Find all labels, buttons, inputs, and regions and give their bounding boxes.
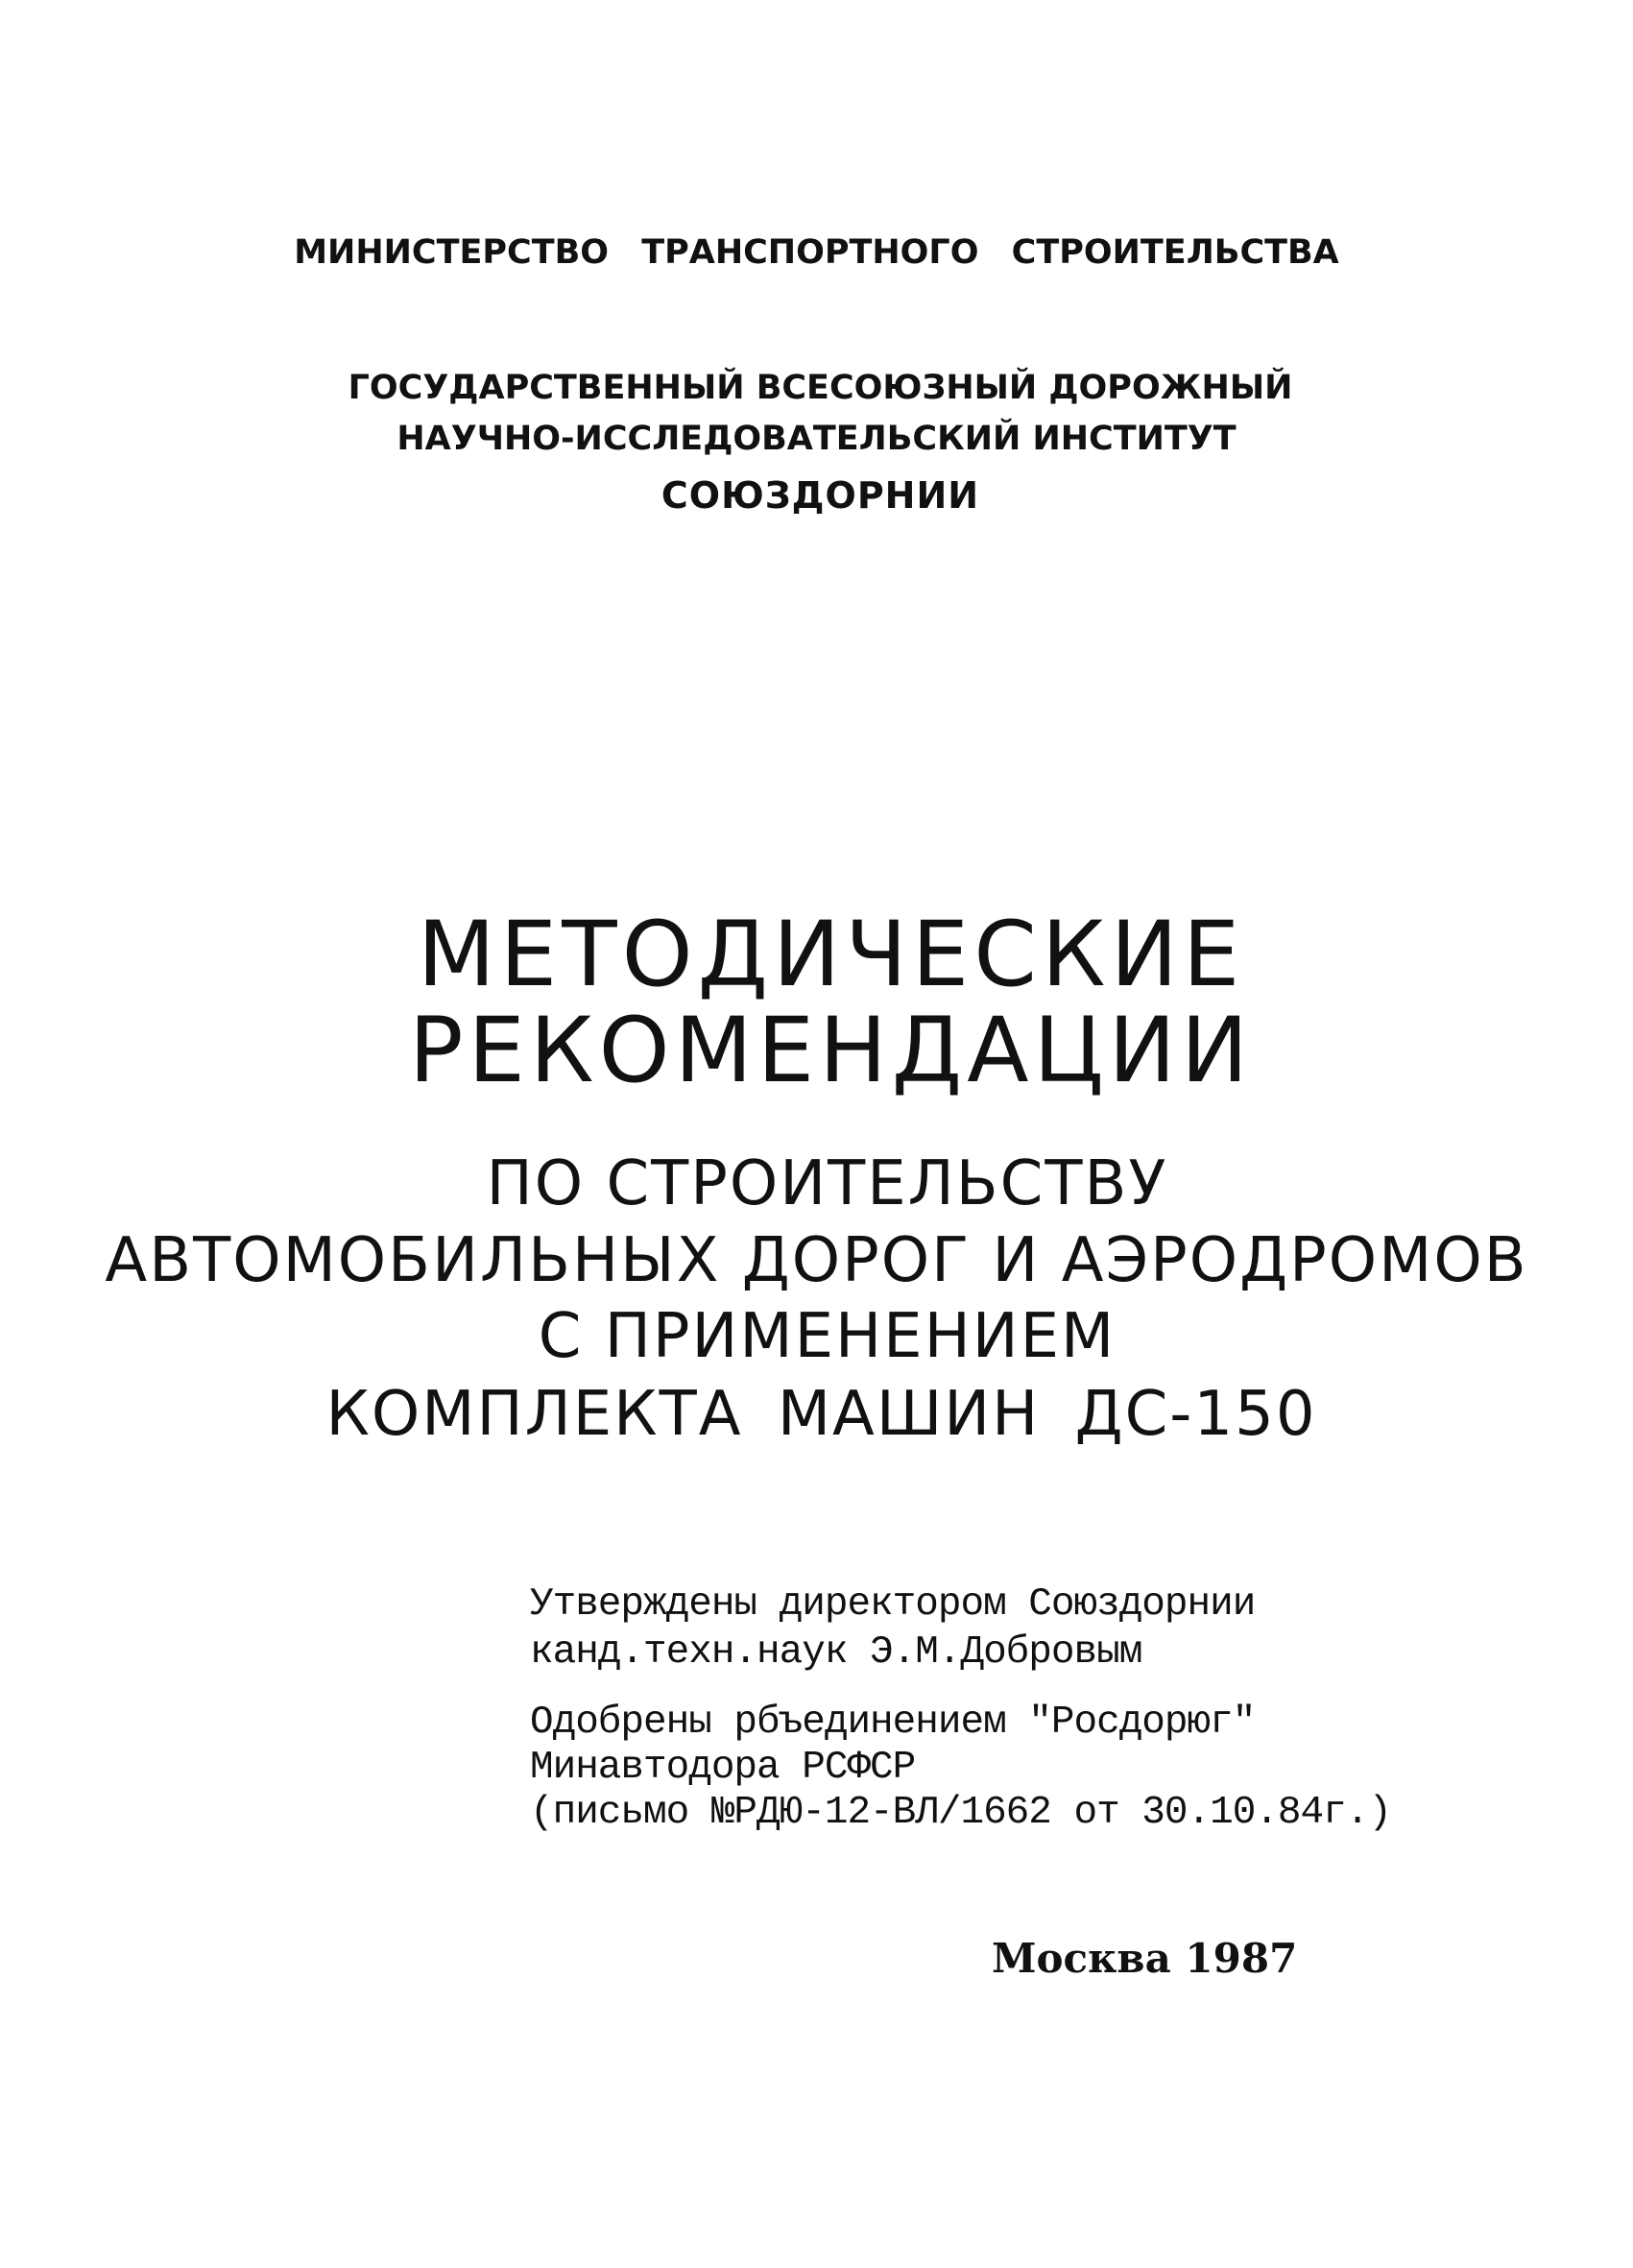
ministry-name: МИНИСТЕРСТВО ТРАНСПОРТНОГО СТРОИТЕЛЬСТВА [294, 233, 1339, 272]
document-subtitle-line-1: ПО СТРОИТЕЛЬСТВУ [486, 1148, 1168, 1219]
document-subtitle-line-3: С ПРИМЕНЕНИЕМ [538, 1301, 1117, 1372]
document-title-line-1: МЕТОДИЧЕСКИЕ [417, 903, 1245, 1007]
document-subtitle-line-2: АВТОМОБИЛЬНЫХ ДОРОГ И АЭРОДРОМОВ [105, 1225, 1528, 1296]
institute-name-line-2: НАУЧНО-ИССЛЕДОВАТЕЛЬСКИЙ ИНСТИТУТ [396, 420, 1237, 458]
document-title-line-2: РЕКОМЕНДАЦИИ [408, 999, 1254, 1103]
endorsement-line-3: (письмо №РДЮ-12-ВЛ/1662 от 30.10.84г.) [530, 1791, 1391, 1835]
document-subtitle-line-4: КОМПЛЕКТА МАШИН ДС-150 [325, 1379, 1317, 1450]
institute-abbreviation: СОЮЗДОРНИИ [660, 474, 980, 517]
institute-name-line-1: ГОСУДАРСТВЕННЫЙ ВСЕСОЮЗНЫЙ ДОРОЖНЫЙ [348, 369, 1293, 407]
approval-line-2: канд.техн.наук Э.М.Добровым [530, 1630, 1142, 1675]
publication-place-year: Москва 1987 [992, 1935, 1298, 1982]
endorsement-line-2: Минавтодора РСФСР [530, 1746, 916, 1790]
endorsement-line-1: Одобрены рбъединением "Росдорюг" [530, 1701, 1256, 1745]
approval-line-1: Утверждены директором Союздорнии [530, 1582, 1256, 1627]
